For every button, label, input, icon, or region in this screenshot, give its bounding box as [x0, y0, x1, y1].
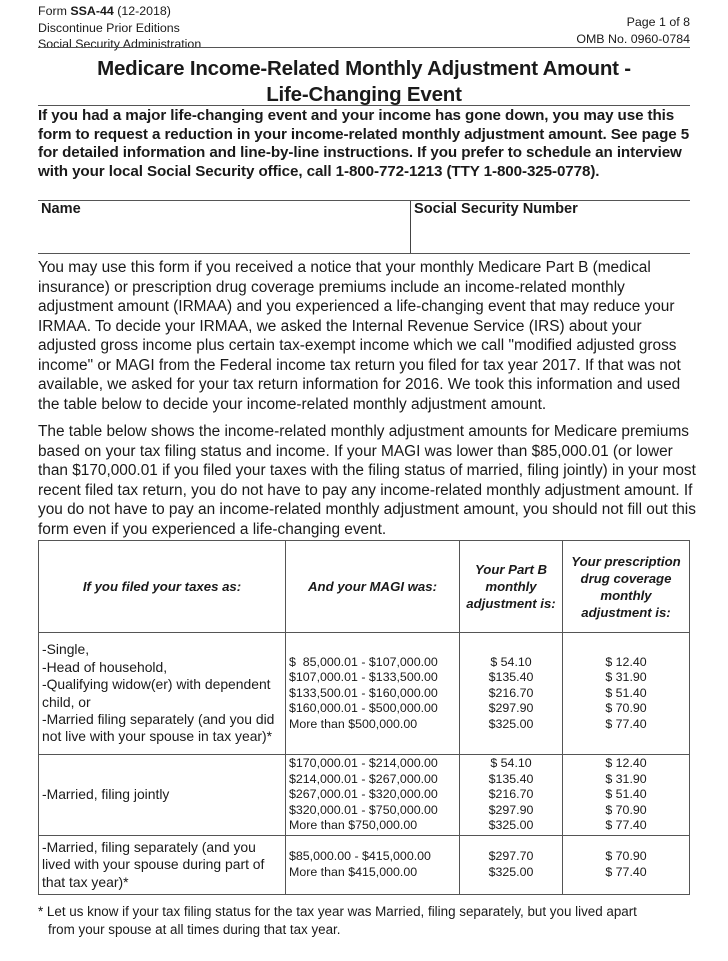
identity-fields [38, 201, 690, 253]
omb-number: OMB No. 0960-0784 [576, 31, 690, 46]
table-intro-paragraph: The table below shows the income-related monthly adjustment amounts for Medicare premiums based on your tax filing status and income. If your MAGI was lower than $85,000.01 (or lower than $170,000.01 if you filed your taxes with the filing status of married, filing jointly) in your most recent filed tax return, you do not have to pay any income-related monthly adjustment amount. If you do not have to pay an income-related monthly adjustment amount, you should not fill out this form even if you experienced a life-changing event. [38, 423, 696, 538]
filing-status-cell: -Married, filing separately (and you lived with your spouse during part of that tax year)* [39, 836, 286, 895]
table-row [39, 836, 690, 895]
magi-cell: $85,000.00 - $415,000.00 More than $415,000.00 [286, 836, 460, 895]
name-label: Name [41, 201, 81, 217]
part-b-cell: $297.70 $325.00 [460, 836, 563, 895]
header-magi: And your MAGI was: [286, 541, 460, 633]
page-title: Medicare Income-Related Monthly Adjustment Amount - Life-Changing Event [97, 57, 631, 106]
drug-coverage-cell: $ 12.40 $ 31.90 $ 51.40 $ 70.90 $ 77.40 [563, 633, 690, 755]
ssn-field[interactable] [410, 201, 690, 253]
filing-status-cell: -Single, -Head of household, -Qualifying widow(er) with dependent child, or -Married filing separately (and you did not live with your spouse in tax year)* [39, 633, 286, 755]
name-field[interactable] [38, 201, 409, 253]
part-b-cell: $ 54.10 $135.40 $216.70 $297.90 $325.00 [460, 755, 563, 836]
magi-cell: $170,000.01 - $214,000.00 $214,000.01 - $267,000.00 $267,000.01 - $320,000.00 $320,000.01 - $750,000.00 More than $750,000.00 [286, 755, 460, 836]
form-id: SSA-44 [70, 4, 114, 18]
table-row [39, 633, 690, 755]
header-filing-status: If you filed your taxes as: [39, 541, 286, 633]
table-header-row [39, 541, 690, 633]
footnote: * Let us know if your tax filing status for the tax year was Married, filing separately, but you lived apart from your spouse at all times during that tax year. [38, 904, 637, 937]
filing-status-cell: -Married, filing jointly [39, 755, 286, 836]
part-b-cell: $ 54.10 $135.40 $216.70 $297.90 $325.00 [460, 633, 563, 755]
table-row [39, 755, 690, 836]
magi-cell: $ 85,000.01 - $107,000.00 $107,000.01 - $133,500.00 $133,500.01 - $160,000.00 $160,000.01 - $500,000.00 More than $500,000.00 [286, 633, 460, 755]
drug-coverage-cell: $ 70.90 $ 77.40 [563, 836, 690, 895]
ssn-label: Social Security Number [414, 201, 578, 217]
header-drug-coverage: Your prescription drug coverage monthly adjustment is: [563, 541, 690, 633]
page-number: Page 1 of 8 [626, 15, 690, 29]
form-header-left [38, 3, 201, 53]
title-divider [38, 105, 690, 106]
header-part-b: Your Part B monthly adjustment is: [460, 541, 563, 633]
form-header-right [576, 14, 690, 47]
discontinue-note: Discontinue Prior Editions [38, 20, 180, 35]
intro-text: If you had a major life-changing event and your income has gone down, you may use this form to request a reduction in your income-related monthly adjustment amount. See page 5 for detailed information and line-by-line instructions. If you prefer to schedule an interview with your local Social Security office, call 1-800-772-1213 (TTY 1-800-325-0778). [38, 107, 690, 180]
eligibility-paragraph: You may use this form if you received a notice that your monthly Medicare Part B (medical insurance) or prescription drug coverage premiums include an income-related monthly adjustment amount (IRMAA) and you experienced a life-changing event that may reduce your IRMAA. To decide your IRMAA, we asked the Internal Revenue Service (IRS) about your adjusted gross income plus certain tax-exempt income which we call "modified adjusted gross income" or MAGI from the Federal income tax return you filed for tax year 2017. If that was not available, we asked for your tax return information for 2016. We took this information and used the table below to decide your income-related monthly adjustment amount. [38, 259, 681, 413]
drug-coverage-cell: $ 12.40 $ 31.90 $ 51.40 $ 70.90 $ 77.40 [563, 755, 690, 836]
header-divider [38, 47, 690, 48]
agency-name: Social Security Administration [38, 37, 202, 51]
irmaa-table [38, 540, 690, 895]
form-id-line: Form SSA-44 (12-2018) [38, 4, 171, 18]
fields-divider [38, 253, 690, 254]
